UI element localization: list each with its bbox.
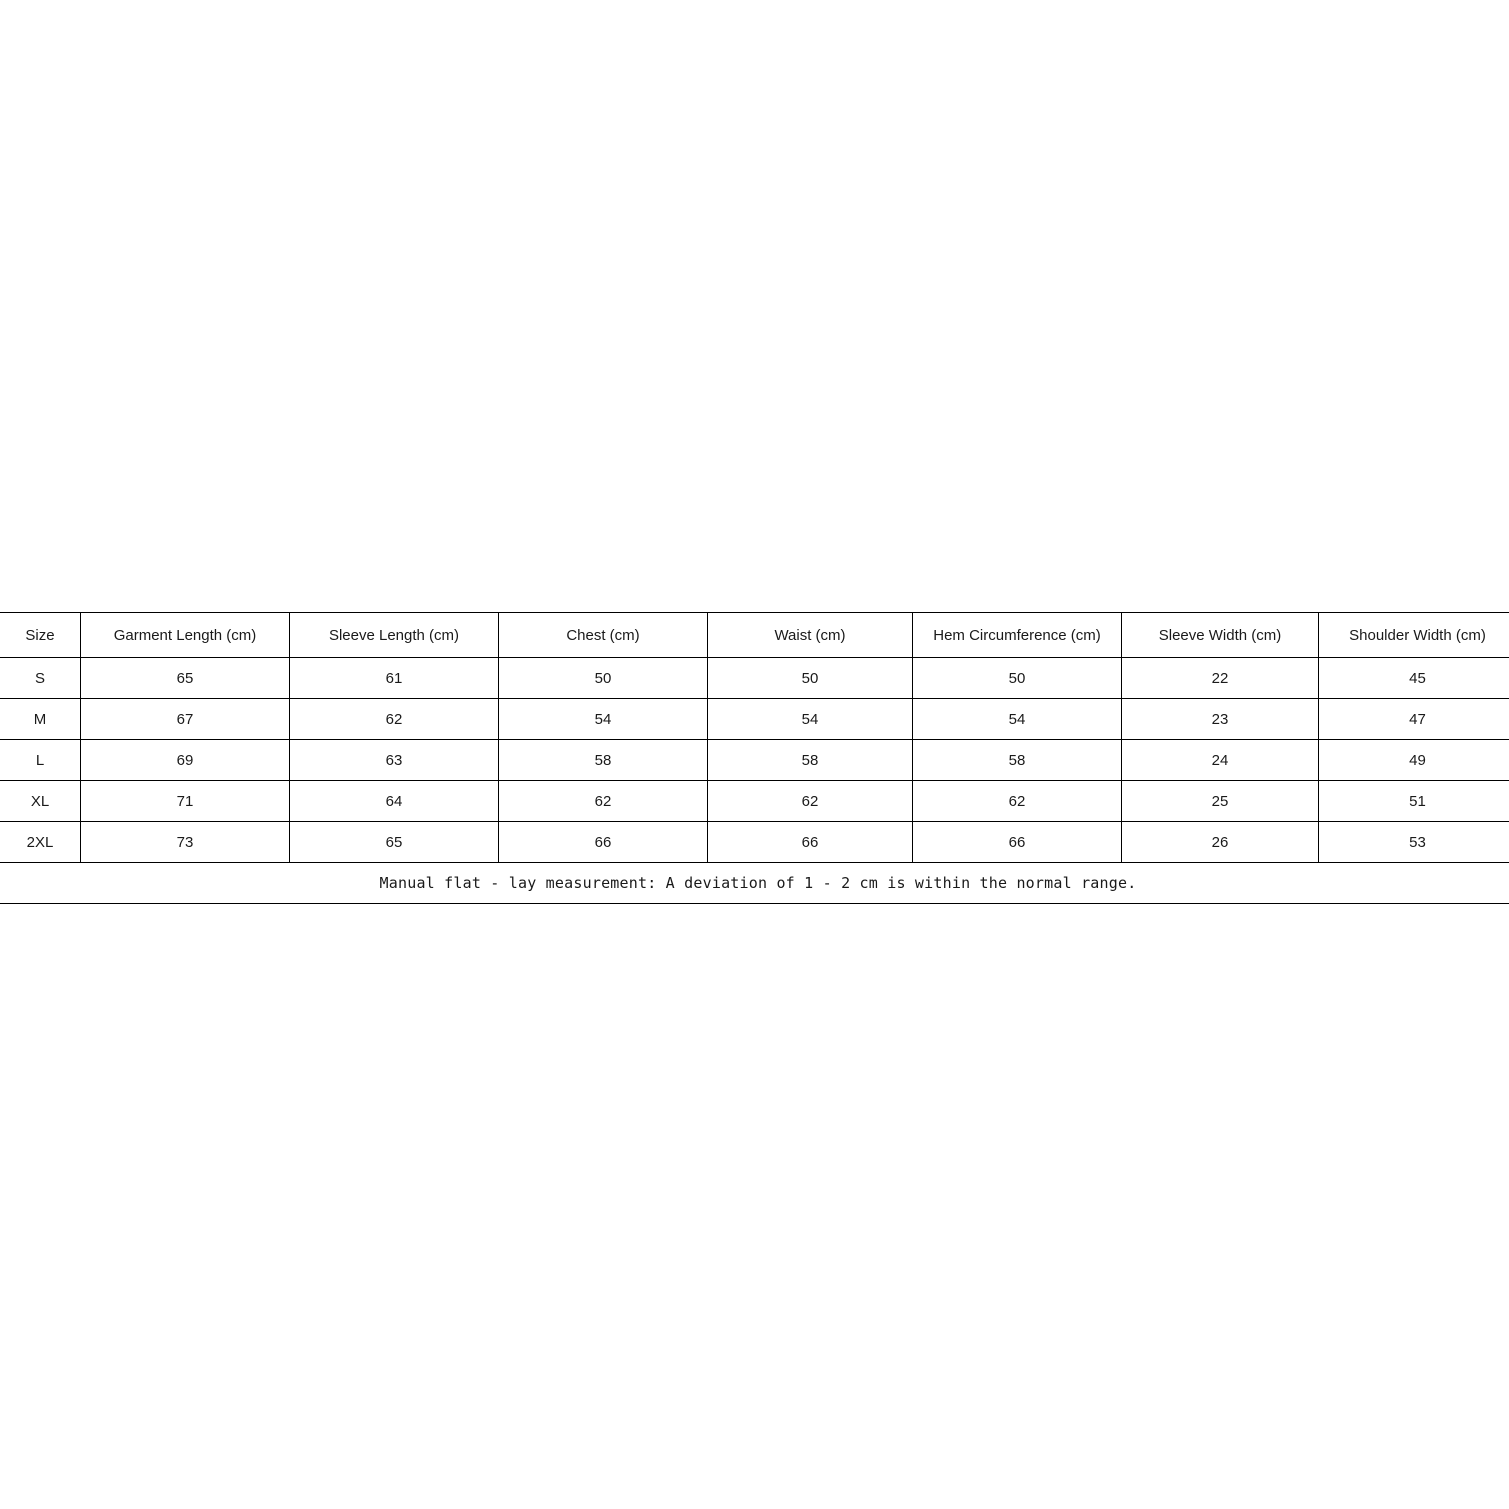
cell-shoulder-width: 47 <box>1319 699 1509 740</box>
cell-size: S <box>0 658 81 699</box>
column-header-sleeve-length: Sleeve Length (cm) <box>290 613 499 658</box>
cell-garment-length: 71 <box>81 781 290 822</box>
table-body <box>0 658 1509 904</box>
size-chart <box>0 612 1509 904</box>
cell-garment-length: 67 <box>81 699 290 740</box>
column-header-sleeve-width: Sleeve Width (cm) <box>1122 613 1319 658</box>
cell-sleeve-width: 24 <box>1122 740 1319 781</box>
cell-shoulder-width: 49 <box>1319 740 1509 781</box>
cell-chest: 66 <box>499 822 708 863</box>
cell-sleeve-width: 23 <box>1122 699 1319 740</box>
cell-garment-length: 73 <box>81 822 290 863</box>
cell-waist: 54 <box>708 699 913 740</box>
cell-garment-length: 65 <box>81 658 290 699</box>
column-header-chest: Chest (cm) <box>499 613 708 658</box>
cell-waist: 58 <box>708 740 913 781</box>
column-header-size: Size <box>0 613 81 658</box>
measurement-note: Manual flat - lay measurement: A deviation of 1 - 2 cm is within the normal range. <box>0 863 1509 904</box>
measurement-note-row <box>0 863 1509 904</box>
cell-sleeve-length: 62 <box>290 699 499 740</box>
cell-hem-circumference: 54 <box>913 699 1122 740</box>
column-header-waist: Waist (cm) <box>708 613 913 658</box>
cell-sleeve-length: 61 <box>290 658 499 699</box>
cell-waist: 62 <box>708 781 913 822</box>
cell-sleeve-length: 64 <box>290 781 499 822</box>
cell-shoulder-width: 45 <box>1319 658 1509 699</box>
cell-waist: 50 <box>708 658 913 699</box>
table-row <box>0 781 1509 822</box>
table-header-row <box>0 613 1509 658</box>
cell-chest: 50 <box>499 658 708 699</box>
cell-waist: 66 <box>708 822 913 863</box>
cell-hem-circumference: 50 <box>913 658 1122 699</box>
cell-sleeve-width: 26 <box>1122 822 1319 863</box>
cell-size: M <box>0 699 81 740</box>
column-header-shoulder-width: Shoulder Width (cm) <box>1319 613 1509 658</box>
cell-hem-circumference: 62 <box>913 781 1122 822</box>
cell-sleeve-length: 65 <box>290 822 499 863</box>
cell-sleeve-width: 22 <box>1122 658 1319 699</box>
cell-size: L <box>0 740 81 781</box>
table-row <box>0 699 1509 740</box>
cell-size: 2XL <box>0 822 81 863</box>
cell-sleeve-length: 63 <box>290 740 499 781</box>
table-header <box>0 613 1509 658</box>
cell-hem-circumference: 66 <box>913 822 1122 863</box>
cell-sleeve-width: 25 <box>1122 781 1319 822</box>
cell-shoulder-width: 53 <box>1319 822 1509 863</box>
column-header-garment-length: Garment Length (cm) <box>81 613 290 658</box>
cell-hem-circumference: 58 <box>913 740 1122 781</box>
cell-shoulder-width: 51 <box>1319 781 1509 822</box>
size-measurement-table <box>0 612 1509 904</box>
cell-chest: 62 <box>499 781 708 822</box>
cell-garment-length: 69 <box>81 740 290 781</box>
cell-chest: 58 <box>499 740 708 781</box>
cell-chest: 54 <box>499 699 708 740</box>
cell-size: XL <box>0 781 81 822</box>
column-header-hem-circumference: Hem Circumference (cm) <box>913 613 1122 658</box>
table-row <box>0 740 1509 781</box>
table-row <box>0 822 1509 863</box>
table-row <box>0 658 1509 699</box>
